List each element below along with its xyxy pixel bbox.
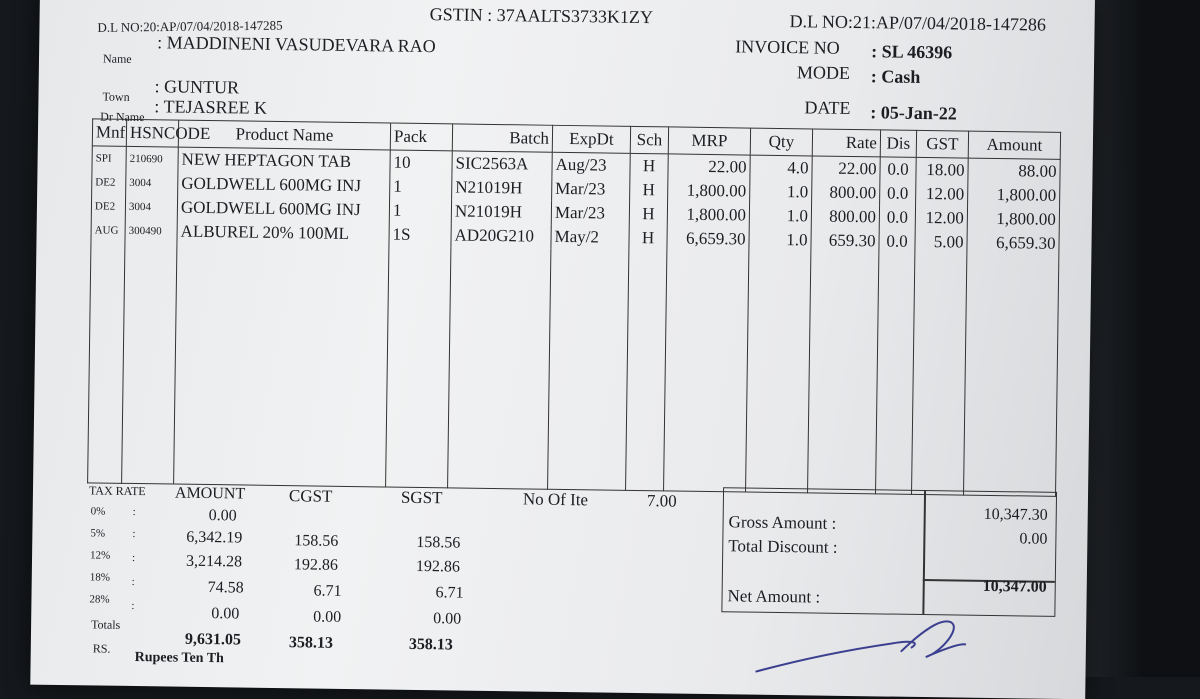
cell-hsn: 3004 [126, 171, 178, 196]
tax-sep: : [131, 599, 135, 613]
tax-cgst: 6.71 [313, 582, 342, 600]
totals-label: Totals [91, 617, 121, 632]
col-rate: Rate [812, 129, 880, 157]
cell-gst: 5.00 [915, 230, 967, 255]
cell-rate: 659.30 [811, 228, 879, 253]
cell-pack: 1 [390, 175, 452, 200]
col-gst: GST [916, 130, 968, 158]
tax-sgst: 158.56 [416, 533, 461, 552]
date-label: DATE [804, 97, 851, 118]
cell-pack: 1S [389, 223, 451, 248]
col-hsn: HSNCODE [126, 119, 178, 147]
cell-batch: N21019H [452, 175, 552, 200]
table-filler-row [88, 242, 1059, 496]
summary-divider [922, 491, 925, 614]
cell-dis: 0.0 [880, 181, 916, 206]
tax-cgst: 0.00 [313, 608, 342, 626]
cell-amount: 1,800.00 [968, 183, 1060, 208]
tax-rate: 18% [89, 571, 111, 584]
cell-mrp: 1,800.00 [668, 178, 750, 203]
cell-gst: 12.00 [915, 206, 967, 231]
cell-mnf: AUG [91, 218, 125, 242]
name-label: Name [102, 51, 132, 66]
cell-dis: 0.0 [879, 205, 915, 230]
mode-label: MODE [796, 62, 851, 83]
cell-pack: 1 [389, 199, 451, 224]
cell-mrp: 22.00 [668, 154, 750, 180]
cell-product: ALBUREL 20% 100ML [177, 220, 389, 247]
net-amount-value: 10,347.00 [982, 577, 1047, 596]
gross-amount-label: Gross Amount : [728, 512, 837, 533]
tax-rate: 28% [89, 593, 110, 606]
col-dis: Dis [880, 130, 916, 158]
col-mnf: Mnf [92, 119, 126, 146]
col-pack: Pack [390, 123, 452, 151]
tax-sgst-header: SGST [400, 487, 443, 508]
col-mrp: MRP [668, 127, 750, 155]
cell-batch: AD20G210 [451, 223, 551, 248]
cell-sch: H [630, 178, 668, 203]
signature-scribble [750, 610, 971, 683]
tax-cgst-header: CGST [288, 486, 333, 506]
cell-product: NEW HEPTAGON TAB [178, 147, 390, 174]
tax-cgst: 192.86 [293, 556, 339, 574]
cell-mnf: DE2 [91, 194, 125, 218]
tax-amount-header: AMOUNT [174, 484, 246, 503]
cell-product: GOLDWELL 600MG INJ [178, 172, 390, 199]
cell-mrp: 6,659.30 [667, 226, 749, 251]
cell-pack: 10 [390, 150, 452, 175]
tax-amount: 0.00 [211, 605, 240, 623]
dl-number-right: D.L NO:21:AP/07/04/2018-147286 [789, 11, 1047, 35]
cell-rate: 800.00 [812, 180, 880, 205]
tax-sep: : [131, 575, 135, 589]
total-discount-value: 0.00 [1019, 530, 1048, 548]
cell-product: GOLDWELL 600MG INJ [177, 196, 389, 223]
cell-mnf: DE2 [92, 170, 126, 194]
town-value: : GUNTUR [154, 76, 240, 98]
invoice-no-value: : SL 46396 [871, 41, 953, 63]
gross-amount-value: 10,347.30 [983, 505, 1048, 524]
tax-amount: 74.58 [207, 579, 244, 597]
mode-value: : Cash [870, 66, 921, 87]
tax-sep: : [132, 527, 136, 541]
col-expdt: ExpDt [552, 125, 630, 153]
tax-sep: : [132, 505, 136, 519]
tax-rate: 0% [90, 505, 106, 518]
invoice-paper [30, 0, 1095, 699]
tax-rate: 12% [90, 549, 111, 562]
cell-gst: 18.00 [916, 157, 968, 182]
tax-sgst: 192.86 [415, 557, 461, 576]
doctor-name: : TEJASREE K [154, 96, 268, 118]
cell-qty: 4.0 [750, 155, 812, 180]
items-table [87, 118, 1061, 496]
tax-sgst: 0.00 [433, 610, 462, 628]
tax-amount: 6,342.19 [186, 528, 243, 547]
col-qty: Qty [750, 128, 812, 156]
tax-cgst: 158.56 [294, 532, 339, 550]
gstin: GSTIN : 37AALTS3733K1ZY [429, 4, 654, 28]
col-batch: Batch [452, 124, 552, 152]
cell-sch: H [629, 226, 667, 251]
total-discount-label: Total Discount : [728, 536, 838, 557]
cell-amount: 6,659.30 [967, 231, 1059, 256]
items-count-value: 7.00 [646, 491, 677, 511]
cell-dis: 0.0 [880, 157, 916, 182]
invoice-no-label: INVOICE NO [735, 36, 840, 58]
rs-label: RS. [92, 641, 111, 656]
cell-batch: N21019H [451, 199, 551, 224]
tax-rate-header: TAX RATE [88, 483, 146, 499]
cell-gst: 12.00 [916, 182, 968, 207]
totals-sgst: 358.13 [408, 635, 453, 654]
cell-amount: 88.00 [968, 158, 1060, 184]
col-sch: Sch [630, 126, 668, 154]
cell-sch: H [629, 202, 667, 227]
tax-amount: 0.00 [208, 507, 237, 525]
cell-qty: 1.0 [750, 180, 812, 205]
cell-expdt: Mar/23 [551, 201, 629, 226]
cell-hsn: 300490 [125, 219, 177, 244]
totals-cgst: 358.13 [288, 634, 334, 652]
cell-batch: SIC2563A [452, 151, 552, 177]
col-product: Product Name [178, 120, 390, 150]
col-amount: Amount [968, 131, 1060, 159]
customer-name: : MADDINENI VASUDEVARA RAO [157, 32, 436, 57]
cell-rate: 800.00 [811, 204, 879, 229]
cell-qty: 1.0 [749, 204, 811, 229]
date-value: : 05-Jan-22 [870, 102, 957, 124]
cell-amount: 1,800.00 [967, 207, 1059, 232]
cell-mrp: 1,800.00 [667, 202, 749, 227]
cell-qty: 1.0 [749, 228, 811, 253]
cell-expdt: Mar/23 [552, 177, 630, 202]
items-count-label: No Of Ite [522, 489, 589, 510]
totals-amount: 9,631.05 [184, 630, 242, 649]
tax-sgst: 6.71 [435, 584, 464, 602]
tax-amount: 3,214.28 [185, 552, 243, 571]
cell-hsn: 210690 [126, 146, 178, 171]
amount-in-words: Rupees Ten Th [134, 650, 224, 667]
cell-sch: H [630, 153, 668, 178]
cell-dis: 0.0 [879, 229, 915, 254]
cell-rate: 22.00 [812, 156, 880, 181]
cell-expdt: May/2 [551, 225, 629, 250]
cell-expdt: Aug/23 [552, 152, 630, 178]
cell-hsn: 3004 [125, 195, 177, 220]
tax-sep: : [131, 551, 136, 565]
dl-number-left: D.L NO:20:AP/07/04/2018-147285 [97, 17, 283, 35]
town-label: Town [102, 89, 130, 104]
tax-rate: 5% [90, 527, 106, 540]
summary-box [721, 487, 1057, 617]
cell-mnf: SPI [92, 146, 126, 171]
doctor-label: Dr Name [100, 109, 145, 125]
net-amount-label: Net Amount : [727, 586, 821, 607]
